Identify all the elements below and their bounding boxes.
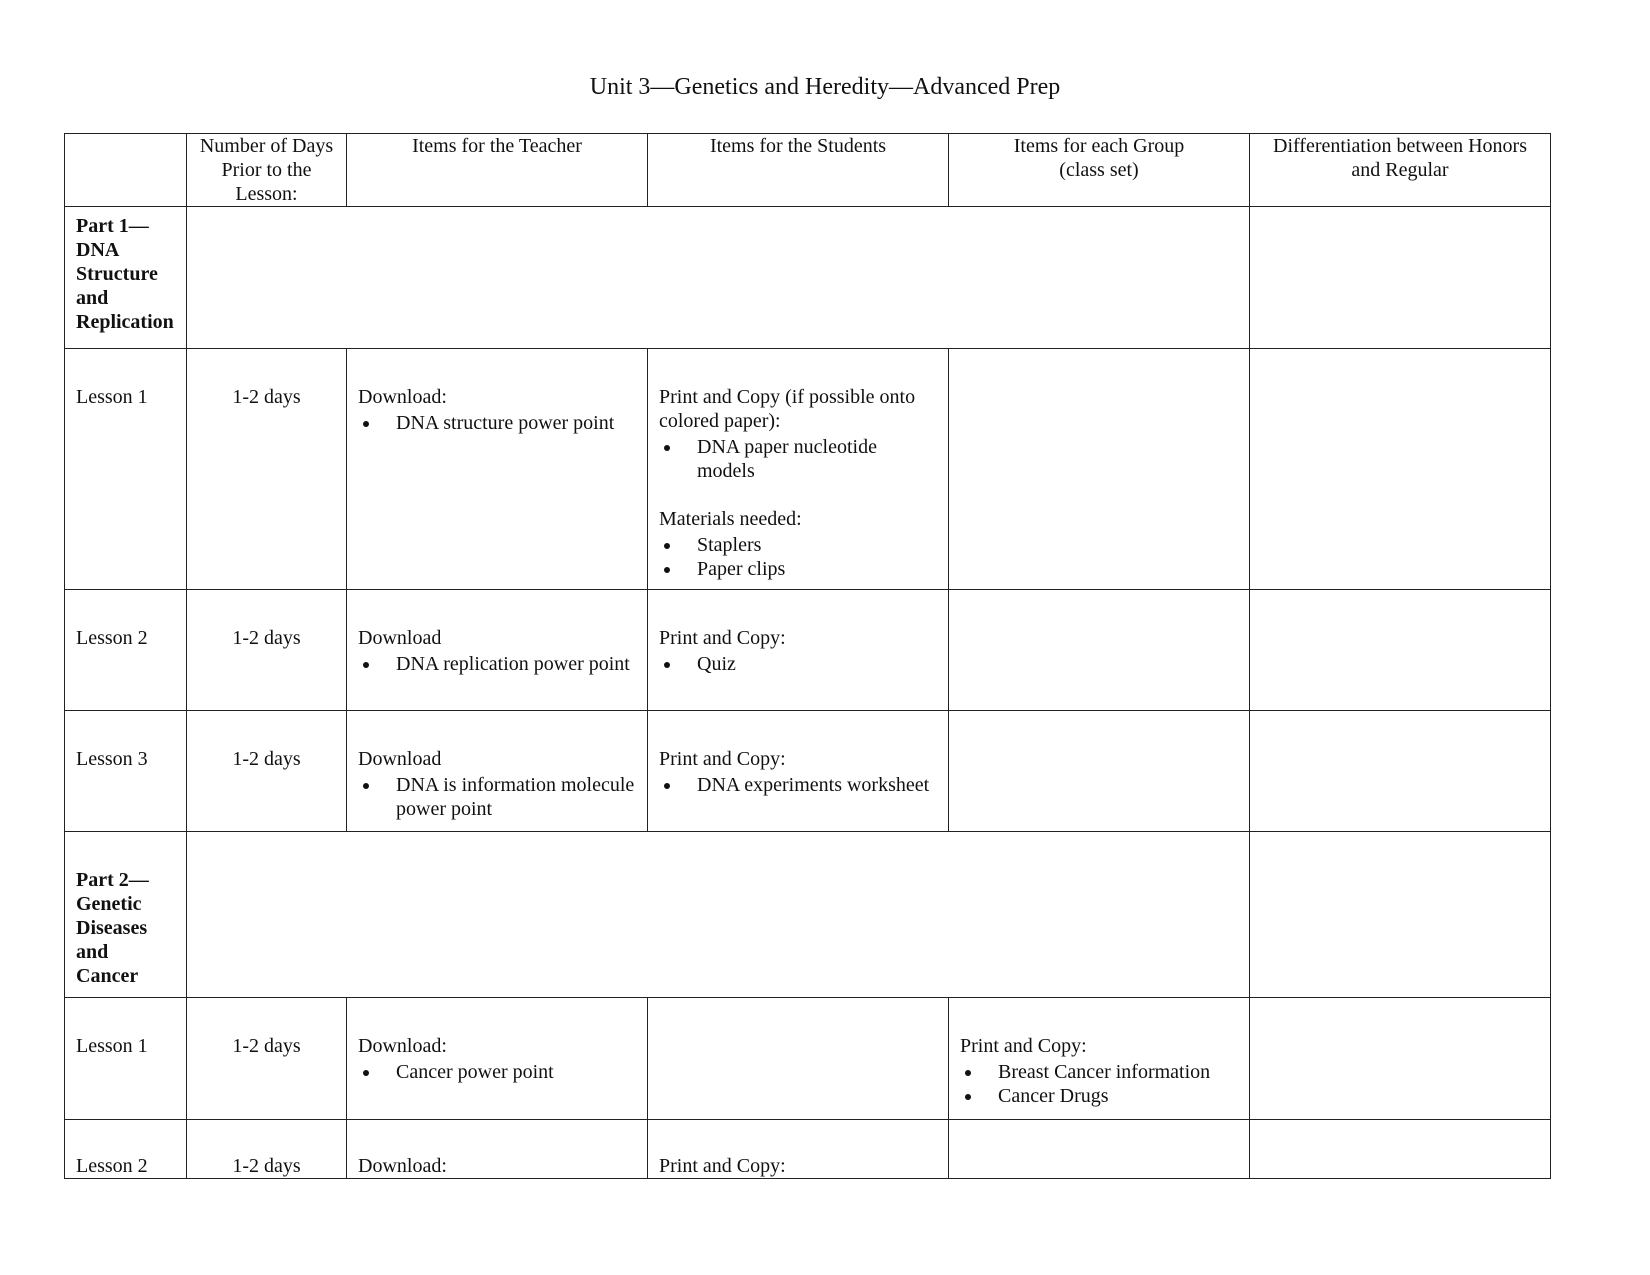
part1-diff-cell (1250, 207, 1551, 349)
diff-cell (1250, 998, 1551, 1120)
teacher-items-cell: Download DNA replication power point (347, 590, 648, 711)
diff-cell (1250, 711, 1551, 832)
group-items-list (960, 1060, 1238, 1108)
part2-diff-cell (1250, 832, 1551, 998)
teacher-items-list (358, 773, 636, 821)
lesson-days: 1-2 days (187, 998, 347, 1120)
list-item: Staplers (659, 533, 937, 557)
list-item: DNA is information molecule power point (358, 773, 636, 821)
list-item: Cancer power point (358, 1060, 636, 1084)
student-items-list (659, 435, 937, 483)
teacher-items-cell: Download: DNA structure power point (347, 349, 648, 590)
group-items-cell (949, 711, 1250, 832)
part2-lesson1-row (65, 998, 1551, 1120)
list-item: Paper clips (659, 557, 937, 581)
teacher-items-cell: Download: Cancer power point (347, 998, 648, 1120)
teacher-items-list (358, 411, 636, 435)
lesson-label: Lesson 2 (65, 590, 187, 711)
materials-heading: Materials needed: (659, 508, 802, 530)
list-item: DNA paper nucleotide models (659, 435, 937, 483)
lesson-days: 1-2 days (187, 1120, 347, 1179)
list-item: Breast Cancer information (960, 1060, 1238, 1084)
teacher-items-list (358, 1060, 636, 1084)
list-item: DNA experiments worksheet (659, 773, 937, 797)
part1-lesson2-row (65, 590, 1551, 711)
header-empty-cell (65, 134, 187, 207)
student-items-list (659, 652, 937, 676)
lesson-days: 1-2 days (187, 711, 347, 832)
part1-row (65, 207, 1551, 349)
student-items-cell: Print and Copy: DNA experiments worksheet (648, 711, 949, 832)
diff-cell (1250, 349, 1551, 590)
list-item: Quiz (659, 652, 937, 676)
lesson-label: Lesson 1 (65, 349, 187, 590)
part1-lesson3-row (65, 711, 1551, 832)
student-items-cell: Print and Copy: Quiz (648, 590, 949, 711)
list-item: DNA replication power point (358, 652, 636, 676)
lesson-label: Lesson 2 (65, 1120, 187, 1179)
lesson-label: Lesson 1 (65, 998, 187, 1120)
list-item: DNA structure power point (358, 411, 636, 435)
part1-title: Part 1— DNA Structure and Replication (65, 207, 187, 349)
part1-span-cell (187, 207, 1250, 349)
teacher-items-cell: Download: (347, 1120, 648, 1179)
materials-list (659, 533, 937, 581)
group-items-cell (949, 1120, 1250, 1179)
document-title: Unit 3—Genetics and Heredity—Advanced Prep (589, 74, 1061, 100)
header-group: Items for each Group (class set) (949, 134, 1250, 207)
teacher-items-cell: Download DNA is information molecule power point (347, 711, 648, 832)
student-items-cell (648, 998, 949, 1120)
list-item: Cancer Drugs (960, 1084, 1238, 1108)
group-items-cell (949, 349, 1250, 590)
part2-lesson2-row (65, 1120, 1551, 1179)
prep-table (64, 133, 1551, 1179)
header-days: Number of Days Prior to the Lesson: (187, 134, 347, 207)
group-items-cell (949, 590, 1250, 711)
header-differentiation: Differentiation between Honors and Regular (1250, 134, 1551, 207)
lesson-days: 1-2 days (187, 349, 347, 590)
group-items-cell: Print and Copy: Breast Cancer information Cancer Drugs (949, 998, 1250, 1120)
header-row (65, 134, 1551, 207)
header-students: Items for the Students (648, 134, 949, 207)
teacher-items-list (358, 652, 636, 676)
student-items-cell: Print and Copy: (648, 1120, 949, 1179)
diff-cell (1250, 1120, 1551, 1179)
part2-span-cell (187, 832, 1250, 998)
part1-lesson1-row (65, 349, 1551, 590)
lesson-label: Lesson 3 (65, 711, 187, 832)
student-items-cell: Print and Copy (if possible onto colored paper): DNA paper nucleotide models Materials needed: Staplers Paper clips (648, 349, 949, 590)
lesson-days: 1-2 days (187, 590, 347, 711)
part2-row (65, 832, 1551, 998)
header-teacher: Items for the Teacher (347, 134, 648, 207)
student-items-list (659, 773, 937, 797)
diff-cell (1250, 590, 1551, 711)
part2-title: Part 2— Genetic Diseases and Cancer (65, 832, 187, 998)
